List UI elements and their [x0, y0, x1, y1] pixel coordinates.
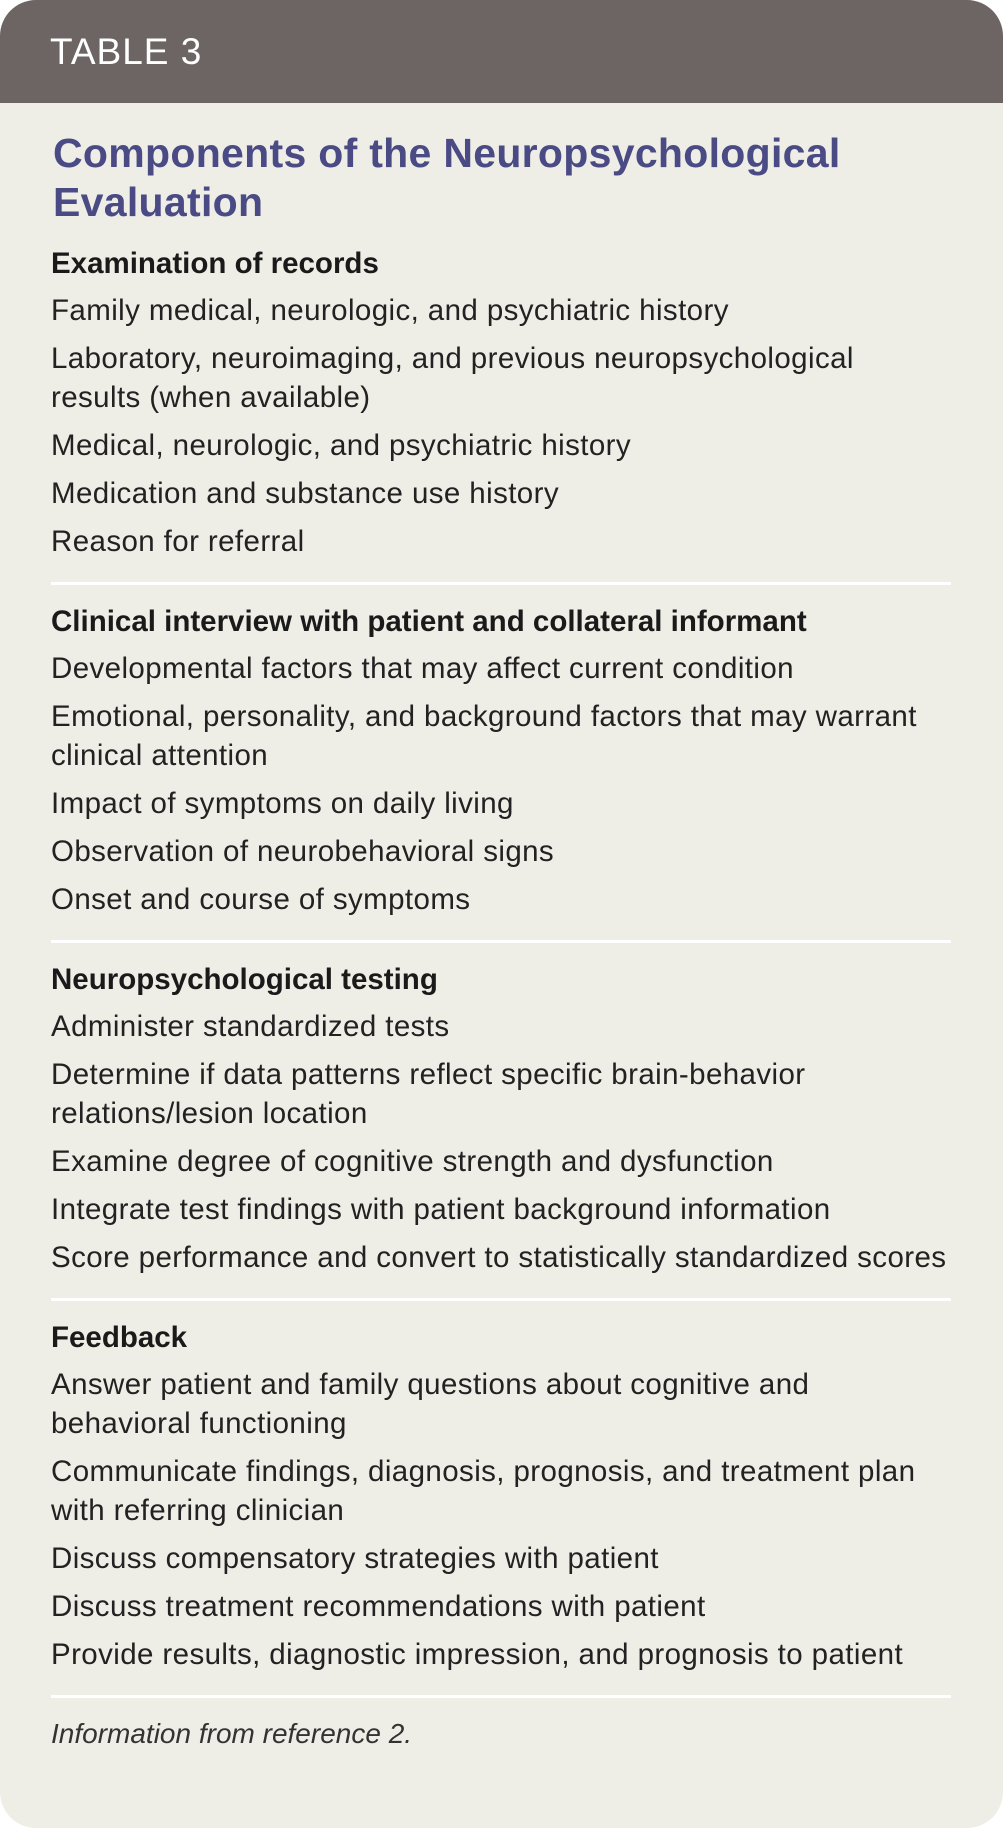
section-heading: Clinical interview with patient and collateral informant [51, 605, 807, 638]
list-item: Onset and course of symptoms [51, 883, 471, 916]
list-item: Laboratory, neuroimaging, and previous neuropsychological results (when available) [51, 342, 854, 414]
table-section [51, 961, 951, 1301]
table-section [51, 603, 951, 943]
list-item: Administer standardized tests [51, 1010, 450, 1043]
list-item: Emotional, personality, and background factors that may warrant clinical attention [51, 700, 917, 772]
list-item: Score performance and convert to statistically standardized scores [51, 1241, 947, 1274]
list-item: Impact of symptoms on daily living [51, 787, 514, 820]
list-item: Developmental factors that may affect current condition [51, 652, 794, 685]
table-header-bar [0, 0, 1003, 103]
list-item: Discuss compensatory strategies with patient [51, 1542, 659, 1575]
list-item: Medical, neurologic, and psychiatric history [51, 429, 632, 462]
list-item: Provide results, diagnostic impression, and prognosis to patient [51, 1638, 904, 1671]
section-heading: Examination of records [51, 247, 379, 280]
list-item: Determine if data patterns reflect specific brain-behavior relations/lesion location [51, 1058, 806, 1130]
table-footnote: Information from reference 2. [51, 1718, 413, 1749]
list-item: Examine degree of cognitive strength and dysfunction [51, 1145, 774, 1178]
table-section [51, 1319, 951, 1698]
list-item: Medication and substance use history [51, 477, 559, 510]
section-heading: Feedback [51, 1321, 188, 1354]
list-item: Answer patient and family questions about cognitive and behavioral functioning [51, 1368, 810, 1440]
table-section [51, 245, 951, 585]
list-item: Discuss treatment recommendations with patient [51, 1590, 706, 1623]
table-title: Components of the Neuropsychological Evaluation [53, 130, 841, 225]
section-heading: Neuropsychological testing [51, 963, 438, 996]
list-item: Communicate findings, diagnosis, prognosis, and treatment plan with referring clinician [51, 1455, 916, 1527]
table-number-label: TABLE 3 [50, 30, 203, 72]
table-content [0, 103, 1003, 1752]
list-item: Observation of neurobehavioral signs [51, 835, 555, 868]
list-item: Reason for referral [51, 525, 305, 558]
list-item: Family medical, neurologic, and psychiatric history [51, 294, 729, 327]
list-item: Integrate test findings with patient background information [51, 1193, 831, 1226]
sections-container [51, 245, 951, 1698]
